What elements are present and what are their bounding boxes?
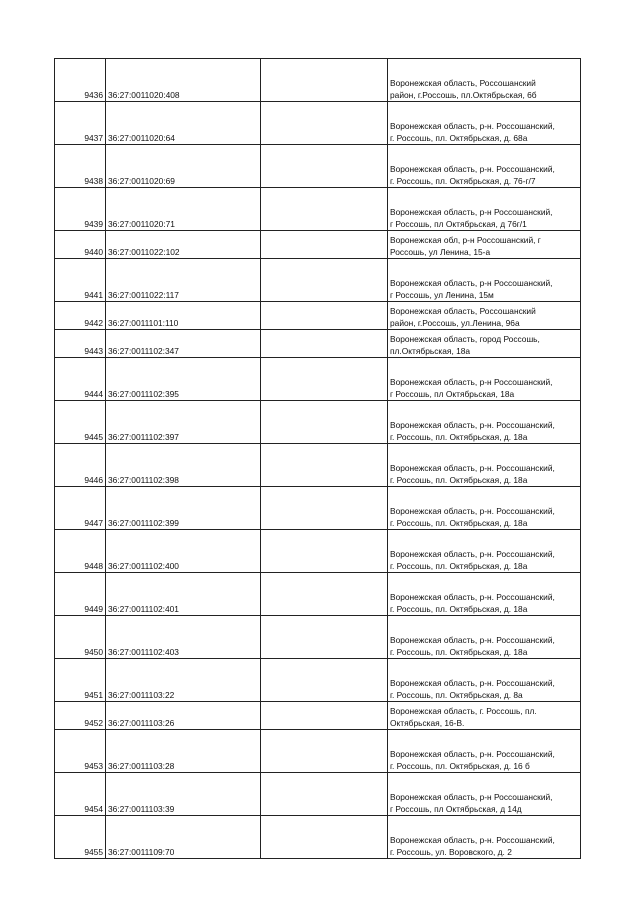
table-row: [55, 59, 581, 102]
table-row: [55, 102, 581, 145]
row-number: 9447: [55, 487, 106, 530]
table-row: [55, 702, 581, 730]
table-row: [55, 659, 581, 702]
row-number: 9439: [55, 188, 106, 231]
table-row: [55, 302, 581, 330]
row-number: 9449: [55, 573, 106, 616]
table-row: [55, 145, 581, 188]
table-row: [55, 816, 581, 859]
cadastral-number: 36:27:0011102:401: [106, 573, 261, 616]
cadastral-number: 36:27:0011102:399: [106, 487, 261, 530]
address-cell: Воронежская область, р-н Россошанский, г Россошь, пл Октябрьская, д 76г/1: [388, 188, 581, 231]
row-number: 9445: [55, 401, 106, 444]
cadastral-number: 36:27:0011020:71: [106, 188, 261, 231]
table-row: [55, 231, 581, 259]
cadastral-number: 36:27:0011102:397: [106, 401, 261, 444]
address-cell: Воронежская область, р-н. Россошанский, г. Россошь, пл. Октябрьская, д. 18а: [388, 401, 581, 444]
cadastral-number: 36:27:0011020:69: [106, 145, 261, 188]
cadastral-number: 36:27:0011102:403: [106, 616, 261, 659]
table-row: [55, 530, 581, 573]
cadastral-number: 36:27:0011102:395: [106, 358, 261, 401]
empty-cell: [261, 616, 388, 659]
empty-cell: [261, 188, 388, 231]
empty-cell: [261, 487, 388, 530]
cadastral-number: 36:27:0011102:398: [106, 444, 261, 487]
empty-cell: [261, 773, 388, 816]
cadastral-number: 36:27:0011022:117: [106, 259, 261, 302]
address-cell: Воронежская область, р-н. Россошанский, г. Россошь, пл. Октябрьская, д. 18а: [388, 487, 581, 530]
empty-cell: [261, 259, 388, 302]
empty-cell: [261, 102, 388, 145]
table-row: [55, 773, 581, 816]
register-body: [55, 59, 581, 859]
address-cell: Воронежская область, р-н. Россошанский, г. Россошь, пл. Октябрьская, д. 18а: [388, 573, 581, 616]
cadastral-number: 36:27:0011020:64: [106, 102, 261, 145]
address-cell: Воронежская область, Россошанский район, г.Россошь, пл.Октябрьская, 6б: [388, 59, 581, 102]
cadastral-number: 36:27:0011103:22: [106, 659, 261, 702]
empty-cell: [261, 444, 388, 487]
address-cell: Воронежская область, р-н. Россошанский, г. Россошь, пл. Октябрьская, д. 18а: [388, 530, 581, 573]
address-cell: Воронежская область, р-н Россошанский, г Россошь, пл Октябрьская, 18а: [388, 358, 581, 401]
address-cell: Воронежская область, р-н. Россошанский, г. Россошь, пл. Октябрьская, д. 68а: [388, 102, 581, 145]
cadastral-number: 36:27:0011102:347: [106, 330, 261, 358]
address-cell: Воронежская область, Россошанский район, г.Россошь, ул.Ленина, 96а: [388, 302, 581, 330]
cadastral-number: 36:27:0011103:39: [106, 773, 261, 816]
row-number: 9438: [55, 145, 106, 188]
empty-cell: [261, 145, 388, 188]
empty-cell: [261, 702, 388, 730]
empty-cell: [261, 530, 388, 573]
table-row: [55, 401, 581, 444]
cadastral-number: 36:27:0011109:70: [106, 816, 261, 859]
row-number: 9446: [55, 444, 106, 487]
cadastral-number: 36:27:0011020:408: [106, 59, 261, 102]
empty-cell: [261, 730, 388, 773]
address-cell: Воронежская область, р-н. Россошанский, г. Россошь, пл. Октябрьская, д. 18а: [388, 444, 581, 487]
row-number: 9442: [55, 302, 106, 330]
row-number: 9450: [55, 616, 106, 659]
table-row: [55, 188, 581, 231]
empty-cell: [261, 659, 388, 702]
address-cell: Воронежская область, р-н Россошанский, г Россошь, пл Октябрьская, д 14д: [388, 773, 581, 816]
row-number: 9441: [55, 259, 106, 302]
table-row: [55, 487, 581, 530]
row-number: 9454: [55, 773, 106, 816]
address-cell: Воронежская область, р-н. Россошанский, г. Россошь, пл. Октябрьская, д. 8а: [388, 659, 581, 702]
table-row: [55, 616, 581, 659]
property-register-table: [54, 58, 581, 859]
address-cell: Воронежская область, р-н. Россошанский, г. Россошь, ул. Воровского, д. 2: [388, 816, 581, 859]
empty-cell: [261, 231, 388, 259]
address-cell: Воронежская область, р-н. Россошанский, г. Россошь, пл. Октябрьская, д. 16 б: [388, 730, 581, 773]
empty-cell: [261, 59, 388, 102]
table-row: [55, 444, 581, 487]
row-number: 9451: [55, 659, 106, 702]
row-number: 9444: [55, 358, 106, 401]
table-row: [55, 259, 581, 302]
address-cell: Воронежская область, р-н. Россошанский, г. Россошь, пл. Октябрьская, д. 18а: [388, 616, 581, 659]
empty-cell: [261, 401, 388, 444]
row-number: 9448: [55, 530, 106, 573]
table-row: [55, 330, 581, 358]
cadastral-number: 36:27:0011102:400: [106, 530, 261, 573]
row-number: 9452: [55, 702, 106, 730]
address-cell: Воронежская область, р-н. Россошанский, г. Россошь, пл. Октябрьская, д. 76-г/7: [388, 145, 581, 188]
row-number: 9436: [55, 59, 106, 102]
row-number: 9437: [55, 102, 106, 145]
table-row: [55, 573, 581, 616]
address-cell: Воронежская область, город Россошь, пл.Октябрьская, 18а: [388, 330, 581, 358]
empty-cell: [261, 816, 388, 859]
empty-cell: [261, 302, 388, 330]
cadastral-number: 36:27:0011103:28: [106, 730, 261, 773]
cadastral-number: 36:27:0011101:110: [106, 302, 261, 330]
empty-cell: [261, 330, 388, 358]
table-row: [55, 358, 581, 401]
row-number: 9455: [55, 816, 106, 859]
row-number: 9443: [55, 330, 106, 358]
address-cell: Воронежская обл, р-н Россошанский, г Россошь, ул Ленина, 15-а: [388, 231, 581, 259]
empty-cell: [261, 573, 388, 616]
table-row: [55, 730, 581, 773]
cadastral-number: 36:27:0011103:26: [106, 702, 261, 730]
row-number: 9440: [55, 231, 106, 259]
address-cell: Воронежская область, г. Россошь, пл. Октябрьская, 16-В.: [388, 702, 581, 730]
address-cell: Воронежская область, р-н Россошанский, г Россошь, ул Ленина, 15м: [388, 259, 581, 302]
empty-cell: [261, 358, 388, 401]
row-number: 9453: [55, 730, 106, 773]
cadastral-number: 36:27:0011022:102: [106, 231, 261, 259]
